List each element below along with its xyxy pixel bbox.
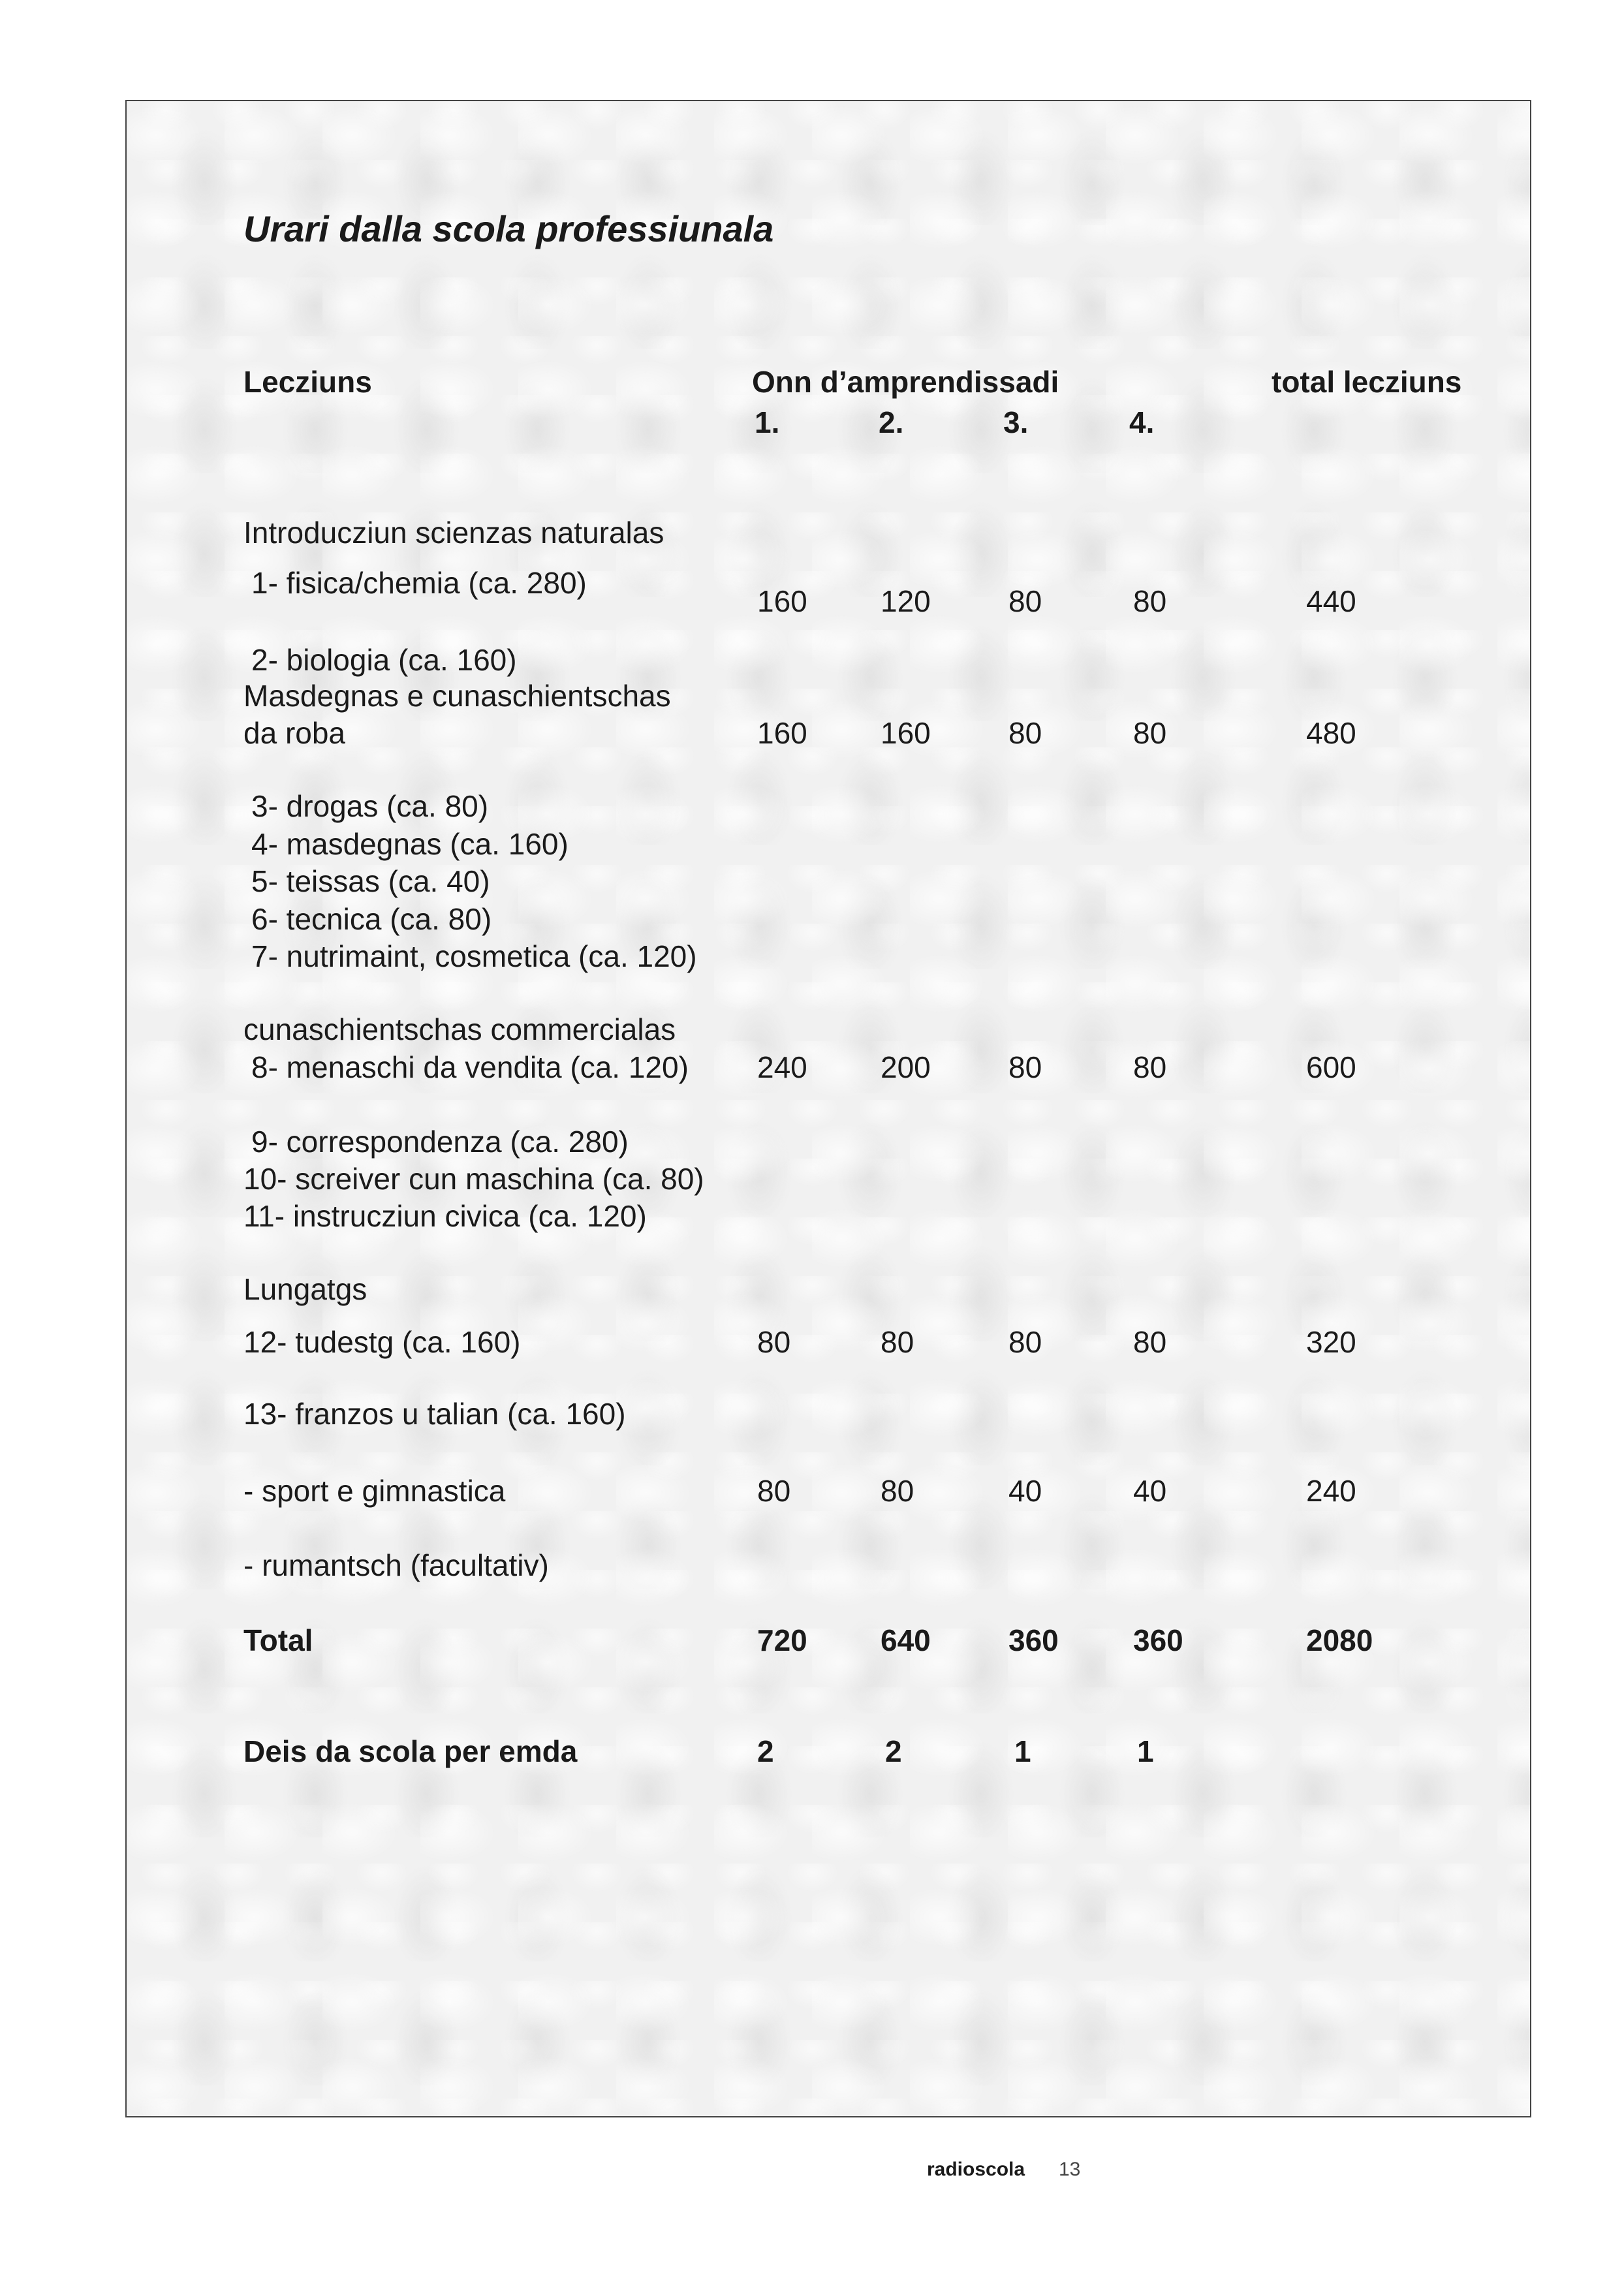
year-1-header: 1.: [755, 405, 780, 439]
year-3-header: 3.: [1003, 405, 1029, 439]
sport-y3: 40: [1008, 1474, 1042, 1508]
languages-total: 320: [1306, 1325, 1356, 1359]
sport-total: 240: [1306, 1474, 1356, 1508]
commercial-item-11: 11- instrucziun civica (ca. 120): [243, 1199, 647, 1233]
commercial-y4: 80: [1133, 1050, 1167, 1084]
school-days-y4: 1: [1137, 1734, 1154, 1768]
commercial-heading: cunaschientschas commercialas: [243, 1012, 676, 1046]
languages-y1: 80: [757, 1325, 791, 1359]
school-days-y1: 2: [757, 1734, 774, 1768]
sport-label: - sport e gimnastica: [243, 1474, 506, 1508]
goods-y2: 160: [881, 716, 931, 750]
goods-y3: 80: [1008, 716, 1042, 750]
school-days-y2: 2: [885, 1734, 902, 1768]
romansh-label: - rumantsch (facultativ): [243, 1548, 549, 1582]
years-header: Onn d’amprendissadi: [752, 365, 1059, 399]
goods-y1: 160: [757, 716, 807, 750]
goods-item-3: 3- drogas (ca. 80): [251, 789, 489, 823]
total-sum: 2080: [1306, 1623, 1373, 1657]
total-y2: 640: [881, 1623, 931, 1657]
footer-brand: radioscola: [927, 2159, 1025, 2180]
science-item-2: 2- biologia (ca. 160): [251, 643, 517, 677]
goods-item-7: 7- nutrimaint, cosmetica (ca. 120): [251, 939, 697, 973]
sport-y1: 80: [757, 1474, 791, 1508]
languages-y3: 80: [1008, 1325, 1042, 1359]
year-4-header: 4.: [1129, 405, 1155, 439]
science-item-1: 1- fisica/chemia (ca. 280): [251, 566, 587, 600]
commercial-y3: 80: [1008, 1050, 1042, 1084]
languages-y2: 80: [881, 1325, 914, 1359]
sport-y4: 40: [1133, 1474, 1167, 1508]
total-y4: 360: [1133, 1623, 1183, 1657]
languages-item-12: 12- tudestg (ca. 160): [243, 1325, 521, 1359]
year-2-header: 2.: [879, 405, 904, 439]
commercial-y2: 200: [881, 1050, 931, 1084]
languages-heading: Lungatgs: [243, 1272, 367, 1306]
goods-heading-1: Masdegnas e cunaschientschas: [243, 679, 671, 713]
science-heading: Introducziun scienzas naturalas: [243, 516, 664, 550]
science-y3: 80: [1008, 584, 1042, 618]
total-y3: 360: [1008, 1623, 1059, 1657]
total-label: Total: [243, 1623, 313, 1657]
languages-y4: 80: [1133, 1325, 1167, 1359]
science-total: 440: [1306, 584, 1356, 618]
commercial-item-9: 9- correspondenza (ca. 280): [251, 1125, 629, 1159]
goods-item-6: 6- tecnica (ca. 80): [251, 902, 492, 936]
science-y2: 120: [881, 584, 931, 618]
total-header: total lecziuns: [1272, 365, 1462, 399]
page-title: Urari dalla scola professiunala: [243, 208, 774, 249]
commercial-item-8: 8- menaschi da vendita (ca. 120): [251, 1050, 689, 1084]
school-days-y3: 1: [1014, 1734, 1031, 1768]
total-y1: 720: [757, 1623, 807, 1657]
languages-item-13: 13- franzos u talian (ca. 160): [243, 1397, 626, 1431]
goods-total: 480: [1306, 716, 1356, 750]
goods-y4: 80: [1133, 716, 1167, 750]
school-days-label: Deis da scola per emda: [243, 1734, 578, 1768]
goods-item-4: 4- masdegnas (ca. 160): [251, 827, 569, 861]
page-number: 13: [1059, 2159, 1081, 2180]
commercial-y1: 240: [757, 1050, 807, 1084]
sport-y2: 80: [881, 1474, 914, 1508]
page-frame: [125, 100, 1531, 2117]
commercial-total: 600: [1306, 1050, 1356, 1084]
commercial-item-10: 10- screiver cun maschina (ca. 80): [243, 1162, 704, 1196]
science-y4: 80: [1133, 584, 1167, 618]
goods-item-5: 5- teissas (ca. 40): [251, 864, 490, 898]
goods-heading-2: da roba: [243, 716, 346, 750]
lessons-header: Lecziuns: [243, 365, 372, 399]
science-y1: 160: [757, 584, 807, 618]
